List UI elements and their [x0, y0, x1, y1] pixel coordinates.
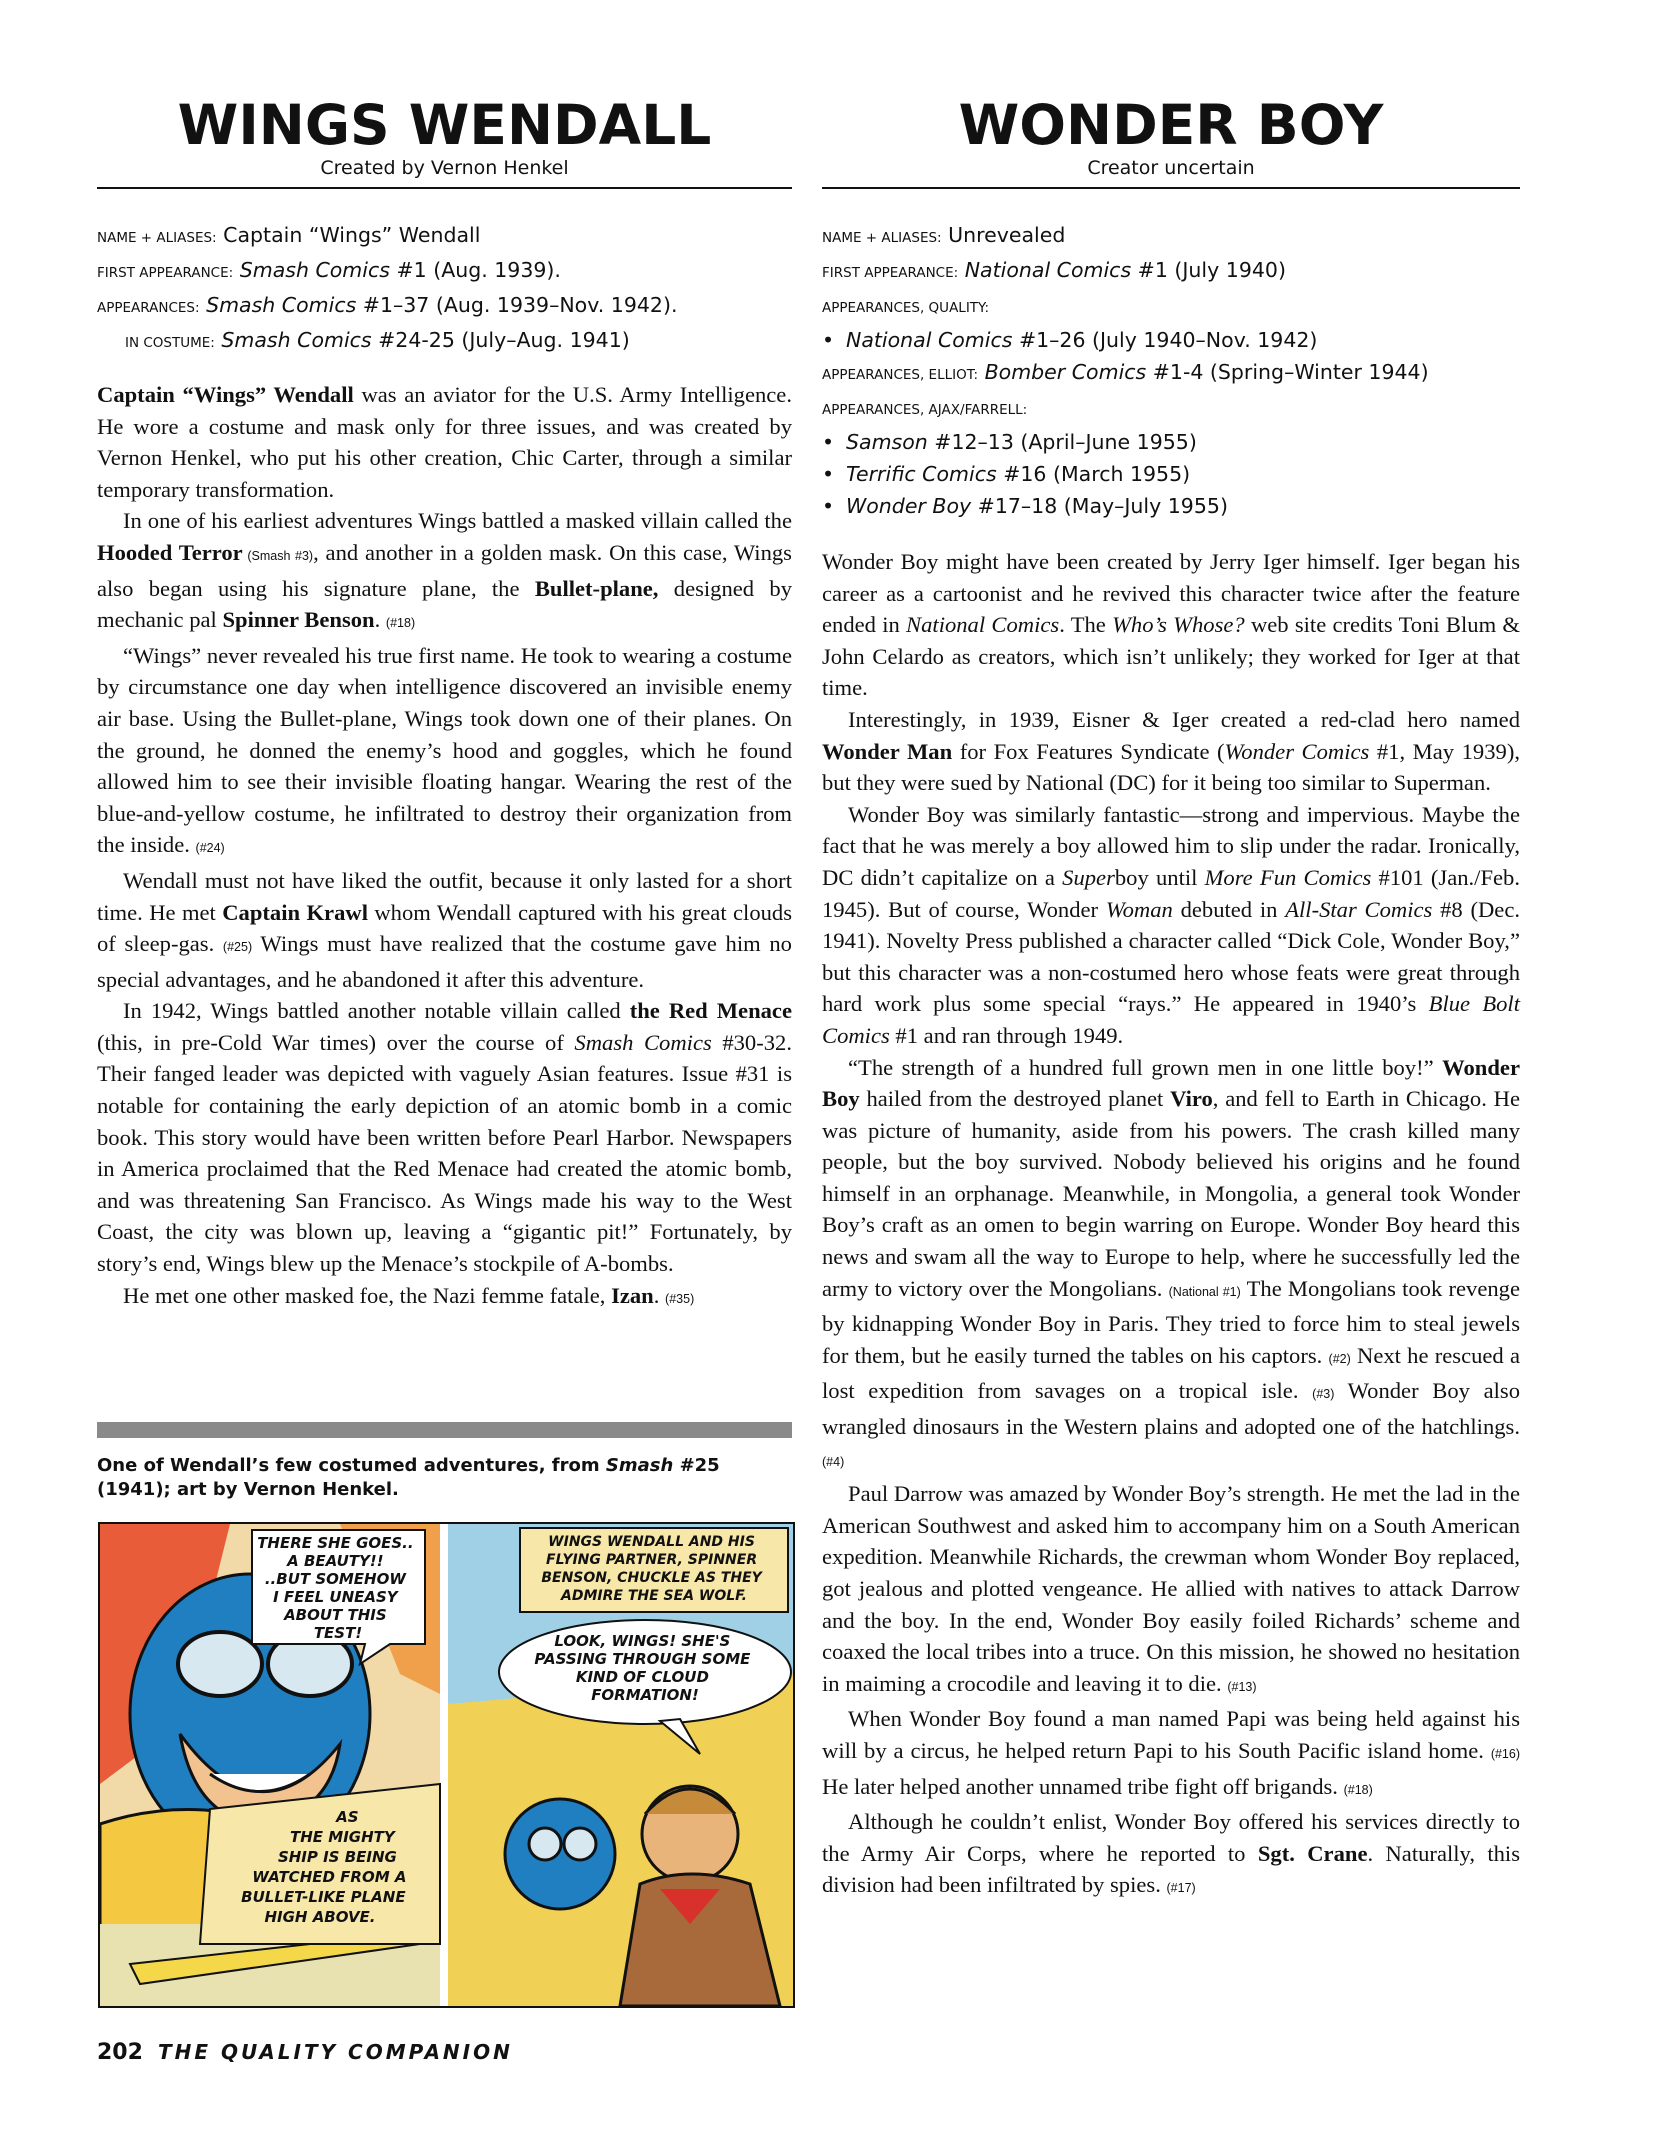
caption-bar: [97, 1422, 792, 1438]
info-ajax-item: • Samson #12–13 (April–June 1955): [822, 426, 1520, 458]
right-article: [822, 95, 1520, 1905]
svg-text:WINGS WENDALL AND HIS: WINGS WENDALL AND HIS FLYING PARTNER, SPINNER BENSON, CHUCKLE AS THEY ADMIRE THE SEA WOLF.: [541, 1534, 762, 1604]
paragraph: Wendall must not have liked the outfit, because it only lasted for a short time. He met Captain Krawl whom Wendall captured with his great clouds of sleep-gas. (#25) Wings must have realized that the costume gave him no special advantages, and he abandoned it after this adventure.: [97, 867, 792, 992]
paragraph: Wonder Boy was similarly fantastic—strong and impervious. Maybe the fact that he was merely a boy allowed him to slip under the radar. Ironically, DC didn’t capitalize on a Superboy until More Fun Comics #101 (Jan./Feb. 1945). But of course, Wonder Woman debuted in All-Star Comics #8 (Dec. 1941). Novelty Press published a character called “Dick Cole, Wonder Boy,” but this character was a non-costumed hero whose feats were great through hard work plus some special “rays.” He appeared in 1940’s Blue Bolt Comics #1 and ran through 1949.: [822, 801, 1521, 1048]
article-title: WINGS WENDALL: [177, 93, 712, 157]
image-caption: One of Wendall’s few costumed adventures, from Smash #25 (1941); art by Vernon Henkel.: [97, 1455, 720, 1500]
article-creator: Creator uncertain: [1087, 157, 1255, 179]
panel-gutter: [440, 1524, 448, 2006]
goggle-left: [178, 1632, 262, 1696]
info-elliot: APPEARANCES, ELLIOT: Bomber Comics #1-4 (Spring–Winter 1944): [822, 360, 1429, 384]
paragraph: When Wonder Boy found a man named Papi was being held against his will by a circus, he helped return Papi to his South Pacific island home. (#16) He later helped another unnamed tribe fight off brigands. (#18): [822, 1706, 1520, 1799]
caption-box-2: [200, 1784, 440, 1944]
speech-bubble-1: [252, 1530, 425, 1664]
info-first-appearance: FIRST APPEARANCE: National Comics #1 (July 1940): [822, 258, 1286, 282]
character-info: [97, 219, 792, 359]
paragraph: Captain “Wings” Wendall was an aviator for the U.S. Army Intelligence. He wore a costume and mask only for three issues, and was created by Vernon Henkel, who put his other creation, Chic Carter, through a similar temporary transformation.: [97, 382, 792, 502]
article-body: [97, 379, 792, 1315]
article-title: WONDER BOY: [958, 93, 1384, 157]
paragraph: Wonder Boy might have been created by Jerry Iger himself. Iger began his career as a cartoonist and he revived this character twice after the feature ended in National Comics. The Who’s Whose? web site credits Toni Blum & John Celardo as creators, which isn’t unlikely; they worked for Iger at that time.: [822, 549, 1520, 701]
wings-small: [505, 1799, 615, 1909]
small-goggle-r: [564, 1828, 596, 1860]
article-body: [822, 546, 1520, 1905]
paragraph: Paul Darrow was amazed by Wonder Boy’s strength. He met the lad in the American Southwest and asked him to accompany him on a South American expedition. Meanwhile Richards, the crewman whom Wonder Boy replaced, got jealous and plotted vengeance. He allied with natives to attack Darrow and the boy. In the end, Wonder Boy easily foiled Richards’ scheme and coaxed the local tribes into a truce. On this mission, he showed no hesitation in maiming a crocodile and leaving it to die. (#13): [822, 1481, 1520, 1696]
paragraph: Although he couldn’t enlist, Wonder Boy offered his services directly to the Army Air Corps, where he reported to Sgt. Crane. Naturally, this division had been infiltrated by spies. (#17): [822, 1809, 1521, 1898]
paragraph: “The strength of a hundred full grown men in one little boy!” Wonder Boy hailed from the destroyed planet Viro, and fell to Earth in Chicago. He was picture of humanity, aside from his powers. The crash killed many people, but the boy survived. Nobody believed his origins and he found himself in an orphanage. Meanwhile, in Mongolia, a general took Wonder Boy’s craft as an omen to begin warring on Europe. Wonder Boy heard this news and swam all the way to Europe to help, where he successfully led the army to victory over the Mongolians. (National #1) The Mongolians took revenge by kidnapping Wonder Boy in Paris. They tried to force him to steal jewels for them, but he easily turned the tables on his captors. (#2) Next he rescued a lost expedition from savages on a tropical isle. (#3) Wonder Boy also wrangled dinosaurs in the Western plains and adopted one of the hatchlings. (#4): [822, 1054, 1520, 1469]
paragraph: “Wings” never revealed his true first name. He took to wearing a costume by circumstance one day when intelligence discovered an invisible enemy air base. Using the Bullet-plane, Wings took down one of their planes. On the ground, he donned the enemy’s hood and goggles, which he found allowed him to see their invisible floating hangar. Wearing the rest of the blue-and-yellow costume, he infiltrated to destroy their organization from the inside. (#24): [97, 642, 792, 858]
caption-box-1: [520, 1528, 788, 1612]
paragraph: Interestingly, in 1939, Eisner & Iger created a red-clad hero named Wonder Man for Fox Features Syndicate (Wonder Comics #1, May 1939), but they were sued by National (DC) for it being too similar to Superman.: [822, 706, 1520, 796]
info-quality-item: • National Comics #1–26 (July 1940–Nov. 1942): [822, 324, 1520, 356]
comic-panel-image: [98, 1522, 795, 2008]
book-title: THE QUALITY COMPANION: [157, 2040, 513, 2064]
paragraph: In one of his earliest adventures Wings battled a masked villain called the Hooded Terror (Smash #3), and another in a golden mask. On this case, Wings also began using his signature plane, the Bullet-plane, designed by mechanic pal Spinner Benson. (#18): [97, 508, 792, 633]
info-appearances: APPEARANCES: Smash Comics #1–37 (Aug. 1939–Nov. 1942).: [97, 293, 678, 317]
info-ajax-item: • Wonder Boy #17–18 (May–July 1955): [822, 490, 1520, 522]
title-rule: [822, 187, 1520, 189]
paragraph: He met one other masked foe, the Nazi femme fatale, Izan. (#35): [123, 1282, 695, 1308]
svg-text:LOOK, WINGS! SHE'S PAS: LOOK, WINGS! SHE'S PASSING THROUGH SOME KIND OF CLOUD FORMATION!: [534, 1632, 751, 1704]
svg-text:THERE SHE GOES.. A BEA: THERE SHE GOES.. A BEAUTY!! ..BUT SOMEHOW I FEEL UNEASY ABOUT THIS TEST!: [257, 1534, 414, 1642]
character-info: [822, 219, 1520, 522]
page-footer: [97, 2040, 513, 2065]
page-number: 202: [97, 2040, 143, 2065]
small-goggle-l: [529, 1828, 561, 1860]
svg-text:AS THE MIGHTY: AS THE MIGHTY SHIP IS BEING WATCHED FROM A BULLET-LIKE PLANE HIGH ABOVE.: [241, 1808, 407, 1926]
info-ajax-item: • Terrific Comics #16 (March 1955): [822, 458, 1520, 490]
left-article: [97, 95, 792, 1315]
comic-artwork: [100, 1524, 793, 2006]
info-in-costume: IN COSTUME: Smash Comics #24-25 (July–Aug. 1941): [125, 328, 630, 352]
article-creator: Created by Vernon Henkel: [320, 157, 569, 179]
info-ajax-label: APPEARANCES, AJAX/FARRELL:: [822, 402, 1028, 418]
info-quality-label: APPEARANCES, QUALITY:: [822, 300, 990, 316]
info-name: NAME + ALIASES: Unrevealed: [822, 223, 1066, 247]
title-rule: [97, 187, 792, 189]
info-name: NAME + ALIASES: Captain “Wings” Wendall: [97, 223, 481, 247]
info-first-appearance: FIRST APPEARANCE: Smash Comics #1 (Aug. 1939).: [97, 258, 561, 282]
paragraph: In 1942, Wings battled another notable villain called the Red Menace (this, in pre-Cold War times) over the course of Smash Comics #30-32. Their fanged leader was depicted with vaguely Asian features. Issue #31 is notable for containing the early depiction of an atomic bomb in a comic book. This story would have been written before Pearl Harbor. Newspapers in America proclaimed that the Red Menace had created the atomic bomb, and was threatening San Francisco. As Wings made his way to the West Coast, the city was blown up, leaving a “gigantic pit!” Fortunately, by story’s end, Wings blew up the Menace’s stockpile of A-bombs.: [97, 998, 792, 1277]
